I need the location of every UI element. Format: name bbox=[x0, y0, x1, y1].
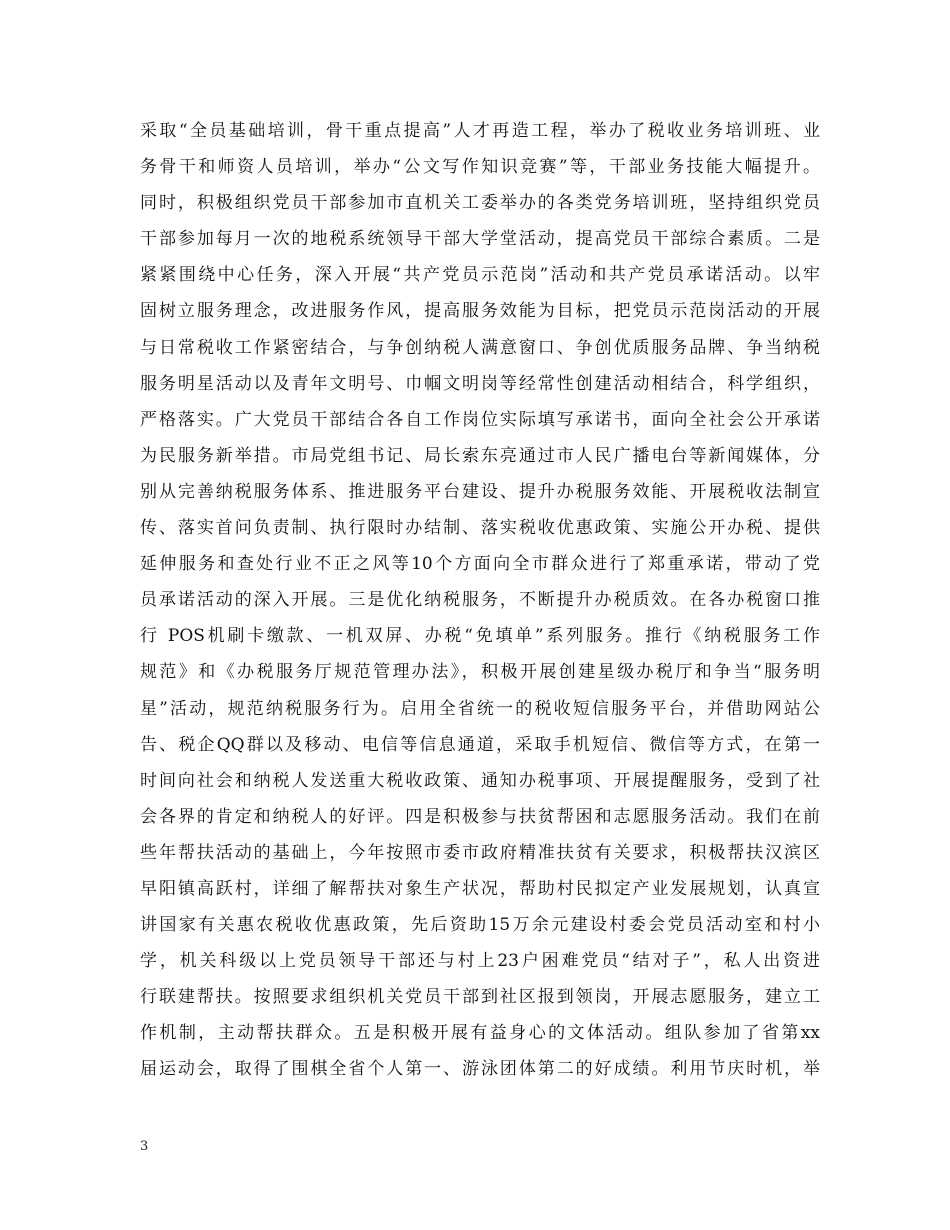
text-line: 采取“全员基础培训，骨干重点提高”人才再造工程，举办了税收业务培训班、业 bbox=[140, 121, 820, 141]
text-line: 严格落实。广大党员干部结合各自工作岗位实际填写承诺书，面向全社会公开承诺 bbox=[140, 409, 820, 430]
text-line: 学，机关科级以上党员领导干部还与村上23户困难党员“结对子”，私人出资进 bbox=[140, 951, 820, 972]
text-line: 服务明星活动以及青年文明号、巾帼文明岗等经常性创建活动相结合，科学组织， bbox=[140, 373, 820, 394]
text-line: 别从完善纳税服务体系、推进服务平台建设、提升办税服务效能、开展税收法制宣 bbox=[140, 481, 820, 502]
text-line: 规范》和《办税服务厅规范管理办法》，积极开展创建星级办税厅和争当“服务明 bbox=[140, 662, 820, 683]
page-number: 3 bbox=[140, 1139, 149, 1154]
text-line: 与日常税收工作紧密结合，与争创纳税人满意窗口、争创优质服务品牌、争当纳税 bbox=[140, 337, 820, 358]
text-line: 干部参加每月一次的地税系统领导干部大学堂活动，提高党员干部综合素质。二是 bbox=[140, 229, 820, 250]
text-line: 紧紧围绕中心任务，深入开展“共产党员示范岗”活动和共产党员承诺活动。以牢 bbox=[140, 265, 820, 286]
text-line: 作机制，主动帮扶群众。五是积极开展有益身心的文体活动。组队参加了省第xx bbox=[140, 1023, 820, 1044]
text-line: 固树立服务理念，改进服务作风，提高服务效能为目标，把党员示范岗活动的开展 bbox=[140, 301, 820, 322]
text-line: 讲国家有关惠农税收优惠政策，先后资助15万余元建设村委会党员活动室和村小 bbox=[140, 915, 820, 936]
text-line: 务骨干和师资人员培训，举办“公文写作知识竞赛”等，干部业务技能大幅提升。 bbox=[140, 157, 820, 178]
text-line: 会各界的肯定和纳税人的好评。四是积极参与扶贫帮困和志愿服务活动。我们在前 bbox=[140, 806, 820, 827]
text-line: 届运动会，取得了围棋全省个人第一、游泳团体第二的好成绩。利用节庆时机，举 bbox=[140, 1059, 820, 1080]
text-line: 行 POS机刷卡缴款、一机双屏、办税“免填单”系列服务。推行《纳税服务工作 bbox=[140, 626, 820, 647]
text-line: 时间向社会和纳税人发送重大税收政策、通知办税事项、开展提醒服务，受到了社 bbox=[140, 770, 820, 791]
body-text bbox=[140, 113, 820, 1088]
text-line: 员承诺活动的深入开展。三是优化纳税服务，不断提升办税质效。在各办税窗口推 bbox=[140, 590, 820, 611]
text-line: 同时，积极组织党员干部参加市直机关工委举办的各类党务培训班，坚持组织党员 bbox=[140, 193, 820, 214]
text-line: 延伸服务和查处行业不正之风等10个方面向全市群众进行了郑重承诺，带动了党 bbox=[140, 554, 820, 575]
text-line: 传、落实首问负责制、执行限时办结制、落实税收优惠政策、实施公开办税、提供 bbox=[140, 518, 820, 539]
text-line: 星”活动，规范纳税服务行为。启用全省统一的税收短信服务平台，并借助网站公 bbox=[140, 698, 820, 719]
text-line: 些年帮扶活动的基础上，今年按照市委市政府精准扶贫有关要求，积极帮扶汉滨区 bbox=[140, 842, 820, 863]
text-line: 早阳镇高跃村，详细了解帮扶对象生产状况，帮助村民拟定产业发展规划，认真宣 bbox=[140, 878, 820, 899]
text-line: 告、税企QQ群以及移动、电信等信息通道，采取手机短信、微信等方式，在第一 bbox=[140, 734, 820, 755]
text-line: 行联建帮扶。按照要求组织机关党员干部到社区报到领岗，开展志愿服务，建立工 bbox=[140, 987, 820, 1008]
text-line: 为民服务新举措。市局党组书记、局长索东亮通过市人民广播电台等新闻媒体，分 bbox=[140, 445, 820, 466]
